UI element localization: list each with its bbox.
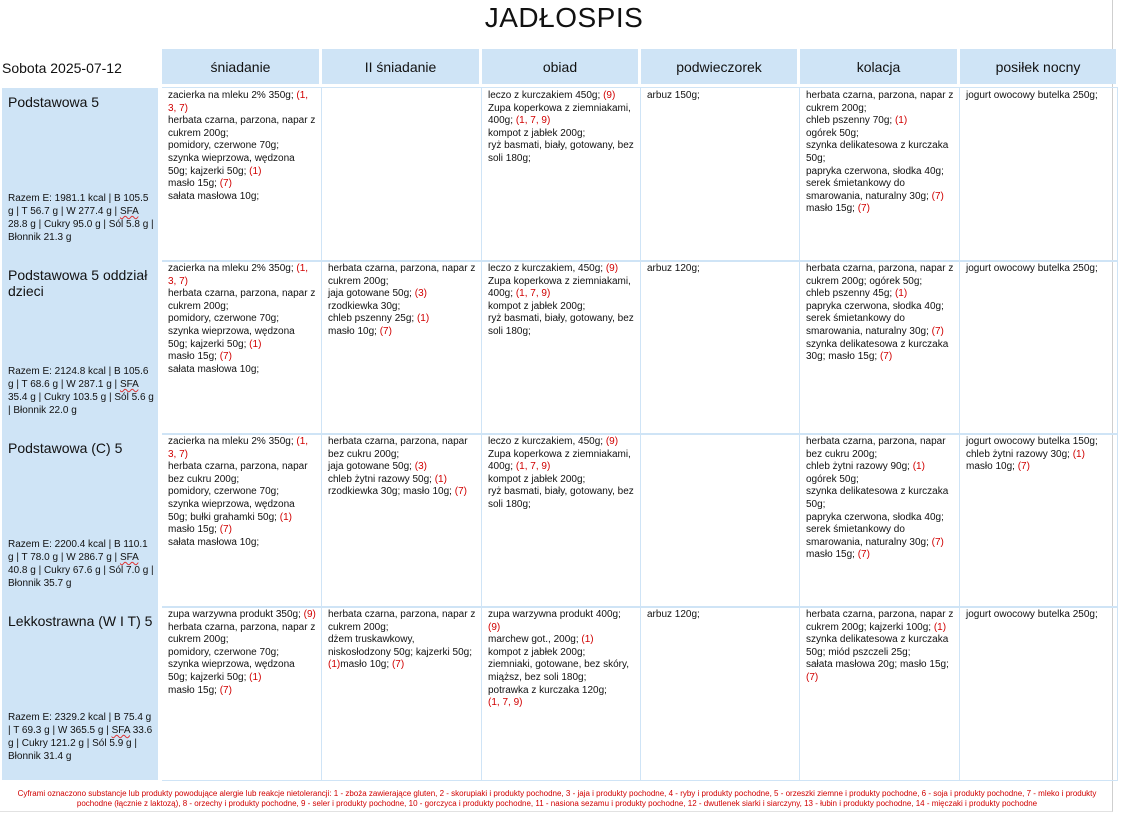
diet-name: Podstawowa (C) 5 — [8, 440, 123, 456]
diet-label-cell — [2, 607, 158, 780]
allergen-codes: (9) — [605, 263, 619, 274]
meal-header-posilek-nocny: posiłek nocny — [960, 49, 1116, 84]
menu-cell: herbata czarna, parzona, napar z cukrem 200g; jaja gotowane 50g; (3) rzodkiewka 30g; chleb pszenny 25g; (1) masło 10g; (7) — [322, 261, 482, 434]
row-divider — [162, 780, 1118, 781]
menu-cell — [641, 434, 800, 607]
meal-header-podwieczorek: podwieczorek — [641, 49, 797, 84]
menu-cell: herbata czarna, parzona, napar z cukrem 200g; chleb pszenny 70g; (1) ogórek 50g; szynka delikatesowa z kurczaka 50g; papryka czerwona, słodka 40g; serek śmietankowy do smarowania, naturalny 30g; (7) masło 15g; (7) — [800, 88, 960, 261]
allergen-codes: (1) — [249, 165, 262, 177]
menu-cell: zacierka na mleku 2% 350g; (1, 3, 7) herbata czarna, parzona, napar z cukrem 200g; pomidory, czerwone 70g; szynka wieprzowa, wędzona 50g; kajzerki 50g; (1) masło 15g; (7) sałata masłowa 10g; — [162, 261, 322, 434]
menu-cell: leczo z kurczakiem, 450g; (9) Zupa koperkowa z ziemniakami, 400g; (1, 7, 9) kompot z jabłek 200g; ryż basmati, biały, gotowany, bez soli 180g; — [482, 434, 641, 607]
menu-cell: jogurt owocowy butelka 250g; — [960, 88, 1118, 261]
allergen-codes: (1, 7, 9) — [515, 461, 551, 473]
row-divider — [162, 87, 1118, 88]
allergen-codes: (3) — [414, 461, 427, 473]
menu-cell: jogurt owocowy butelka 250g; — [960, 261, 1118, 434]
allergen-codes: (1, 7, 9) — [488, 697, 523, 709]
allergen-codes: (1) — [894, 115, 908, 127]
allergen-codes: (9) — [603, 90, 616, 101]
row-divider — [162, 606, 1118, 608]
allergen-codes: (7) — [219, 684, 232, 696]
allergen-codes: (7) — [931, 536, 944, 548]
menu-cell: jogurt owocowy butelka 250g; — [960, 607, 1118, 780]
allergen-codes: (1) — [894, 288, 908, 300]
allergen-codes: (7) — [931, 325, 944, 337]
menu-cell: zupa warzywna produkt 350g; (9) herbata czarna, parzona, napar z cukrem 200g; pomidory, czerwone 70g; szynka wieprzowa, wędzona 50g; kajzerki 50g; (1) masło 15g; (7) — [162, 607, 322, 780]
menu-cell: arbuz 120g; — [641, 607, 800, 780]
allergen-codes: (1, 3, 7) — [168, 436, 309, 460]
allergen-codes: (9) — [488, 621, 501, 633]
allergen-codes: (7) — [454, 486, 467, 498]
allergen-codes: (1) — [328, 659, 341, 671]
allergen-codes: (1) — [933, 621, 947, 633]
menu-cell: zacierka na mleku 2% 350g; (1, 3, 7) herbata czarna, parzona, napar z cukrem 200g; pomidory, czerwone 70g; szynka wieprzowa, wędzona 50g; kajzerki 50g; (1) masło 15g; (7) sałata masłowa 10g; — [162, 88, 322, 261]
diet-name: Podstawowa 5 — [8, 94, 100, 110]
allergen-codes: (1, 3, 7) — [168, 263, 309, 287]
menu-cell: herbata czarna, parzona, napar z cukrem 200g; ogórek 50g; chleb pszenny 45g; (1) papryka czerwona, słodka 40g; serek śmietankowy do smarowania, naturalny 30g; (7) szynka delikatesowa z kurczaka 30g; masło 15g; (7) — [800, 261, 960, 434]
allergen-codes: (1) — [434, 473, 447, 485]
diet-label-cell — [2, 88, 158, 261]
menu-date: Sobota 2025-07-12 — [2, 60, 122, 76]
diet-name: Podstawowa 5 oddział dzieci — [8, 267, 148, 299]
menu-cell: herbata czarna, parzona, napar bez cukru 200g; jaja gotowane 50g; (3) chleb żytni razowy 50g; (1) rzodkiewka 30g; masło 10g; (7) — [322, 434, 482, 607]
menu-cell: herbata czarna, parzona, napar bez cukru 200g; chleb żytni razowy 90g; (1) ogórek 50g; szynka delikatesowa z kurczaka 50g; papryka czerwona, słodka 40g; serek śmietankowy do smarowania, naturalny 30g; (7) masło 15g; (7) — [800, 434, 960, 607]
menu-cell: herbata czarna, parzona, napar z cukrem 200g; dżem truskawkowy, niskosłodzony 50g; kajzerki 50g; (1)masło 10g; (7) — [322, 607, 482, 780]
row-divider — [162, 433, 1118, 435]
allergen-codes: (7) — [931, 190, 944, 202]
menu-cell: zacierka na mleku 2% 350g; (1, 3, 7) herbata czarna, parzona, napar bez cukru 200g; pomidory, czerwone 70g; szynka wieprzowa, wędzona 50g; bułki grahamki 50g; (1) masło 15g; (7) sałata masłowa 10g; — [162, 434, 322, 607]
diet-nutrition-summary: Razem E: 2124.8 kcal | B 105.6 g | T 68.6 g | W 287.1 g | SFA 35.4 g | Cukry 103.5 g | Sól 5.6 g | Błonnik 22.0 g — [8, 366, 154, 416]
allergen-codes: (1) — [249, 671, 262, 683]
allergen-codes: (7) — [1017, 461, 1030, 473]
row-divider — [162, 260, 1118, 262]
meal-header-obiad: obiad — [482, 49, 638, 84]
menu-cell: leczo z kurczakiem, 450g; (9) Zupa koperkowa z ziemniakami, 400g; (1, 7, 9) kompot z jabłek 200g; ryż basmati, biały, gotowany, bez soli 180g; — [482, 261, 641, 434]
menu-cell: zupa warzywna produkt 400g; (9) marchew got., 200g; (1) kompot z jabłek 200g; ziemniaki, gotowane, bez skóry, miąższ, bez soli 180g; potrawka z kurczaka 120g; (1, 7, 9) — [482, 607, 641, 780]
allergen-codes: (1) — [1072, 448, 1085, 460]
diet-name: Lekkostrawna (W I T) 5 — [8, 613, 153, 629]
page-title: JADŁOSPIS — [484, 2, 644, 33]
diet-label-cell — [2, 261, 158, 434]
allergen-codes: (7) — [391, 659, 405, 671]
allergen-codes: (1, 7, 9) — [515, 288, 551, 300]
diet-label-cell — [2, 434, 158, 607]
menu-cell: arbuz 120g; — [641, 261, 800, 434]
diet-nutrition-summary: Razem E: 2329.2 kcal | B 75.4 g | T 69.3 g | W 365.5 g | SFA 33.6 g | Cukry 121.2 g | Sól 5.9 g | Błonnik 31.4 g — [8, 712, 153, 762]
menu-cell: herbata czarna, parzona, napar z cukrem 200g; kajzerki 100g; (1) szynka delikatesowa z kurczaka 50g; miód pszczeli 25g; sałata masłowa 20g; masło 15g; (7) — [800, 607, 960, 780]
meal-header-kolacja: kolacja — [800, 49, 957, 84]
allergen-codes: (1) — [581, 634, 594, 646]
allergen-codes: (7) — [219, 351, 232, 363]
menu-cell: leczo z kurczakiem 450g; (9) Zupa koperkowa z ziemniakami, 400g; (1, 7, 9) kompot z jabłek 200g; ryż basmati, biały, gotowany, bez soli 180g; — [482, 88, 641, 261]
allergen-legend: Cyframi oznaczono substancje lub produkty powodujące alergie lub reakcje nietolerancji: 1 - zboża zawierające gluten, 2 - skorupiaki i produkty pochodne, 3 - jaja i produkty pochodne, 4 - ryby i produkty pochodne, 5 - orzeszki ziemne i produkty pochodne, 6 - soja i produkty pochodne, 7 - mleko i produkty pochodne (łącznie z laktozą), 8 - orzechy i produkty pochodne, 9 - seler i produkty pochodne, 10 - gorczyca i produkty pochodne, 11 - nasiona sezamu i produkty pochodne, 12 - dwutlenek siarki i siarczyny, 13 - łubin i produkty pochodne, 14 - mięczaki i produkty pochodne — [17, 789, 1097, 808]
meal-header-sniadanie: śniadanie — [162, 49, 319, 84]
menu-cell: arbuz 150g; — [641, 88, 800, 261]
meal-header-ii-sniadanie: II śniadanie — [322, 49, 479, 84]
allergen-codes: (7) — [219, 178, 232, 190]
allergen-codes: (7) — [219, 524, 232, 536]
allergen-codes: (1, 3, 7) — [168, 90, 309, 114]
allergen-codes: (7) — [806, 671, 819, 683]
allergen-codes: (9) — [303, 609, 316, 620]
allergen-codes: (1) — [249, 338, 262, 350]
allergen-codes: (7) — [879, 351, 893, 363]
allergen-codes: (9) — [605, 436, 619, 447]
allergen-codes: (1) — [912, 461, 925, 473]
allergen-codes: (1) — [279, 511, 292, 523]
allergen-codes: (7) — [857, 203, 870, 215]
allergen-codes: (7) — [857, 549, 870, 561]
diet-nutrition-summary: Razem E: 2200.4 kcal | B 110.1 g | T 78.0 g | W 286.7 g | SFA 40.8 g | Cukry 67.6 g | Sól 7.0 g | Błonnik 35.7 g — [8, 539, 154, 589]
diet-nutrition-summary: Razem E: 1981.1 kcal | B 105.5 g | T 56.7 g | W 277.4 g | SFA 28.8 g | Cukry 95.0 g | Sól 5.8 g | Błonnik 21.3 g — [8, 193, 154, 243]
allergen-codes: (3) — [414, 288, 427, 300]
menu-cell — [322, 88, 482, 261]
allergen-codes: (1, 7, 9) — [515, 115, 551, 127]
allergen-codes: (7) — [379, 325, 392, 337]
menu-cell: jogurt owocowy butelka 150g; chleb żytni razowy 30g; (1) masło 10g; (7) — [960, 434, 1118, 607]
allergen-codes: (1) — [416, 313, 430, 325]
